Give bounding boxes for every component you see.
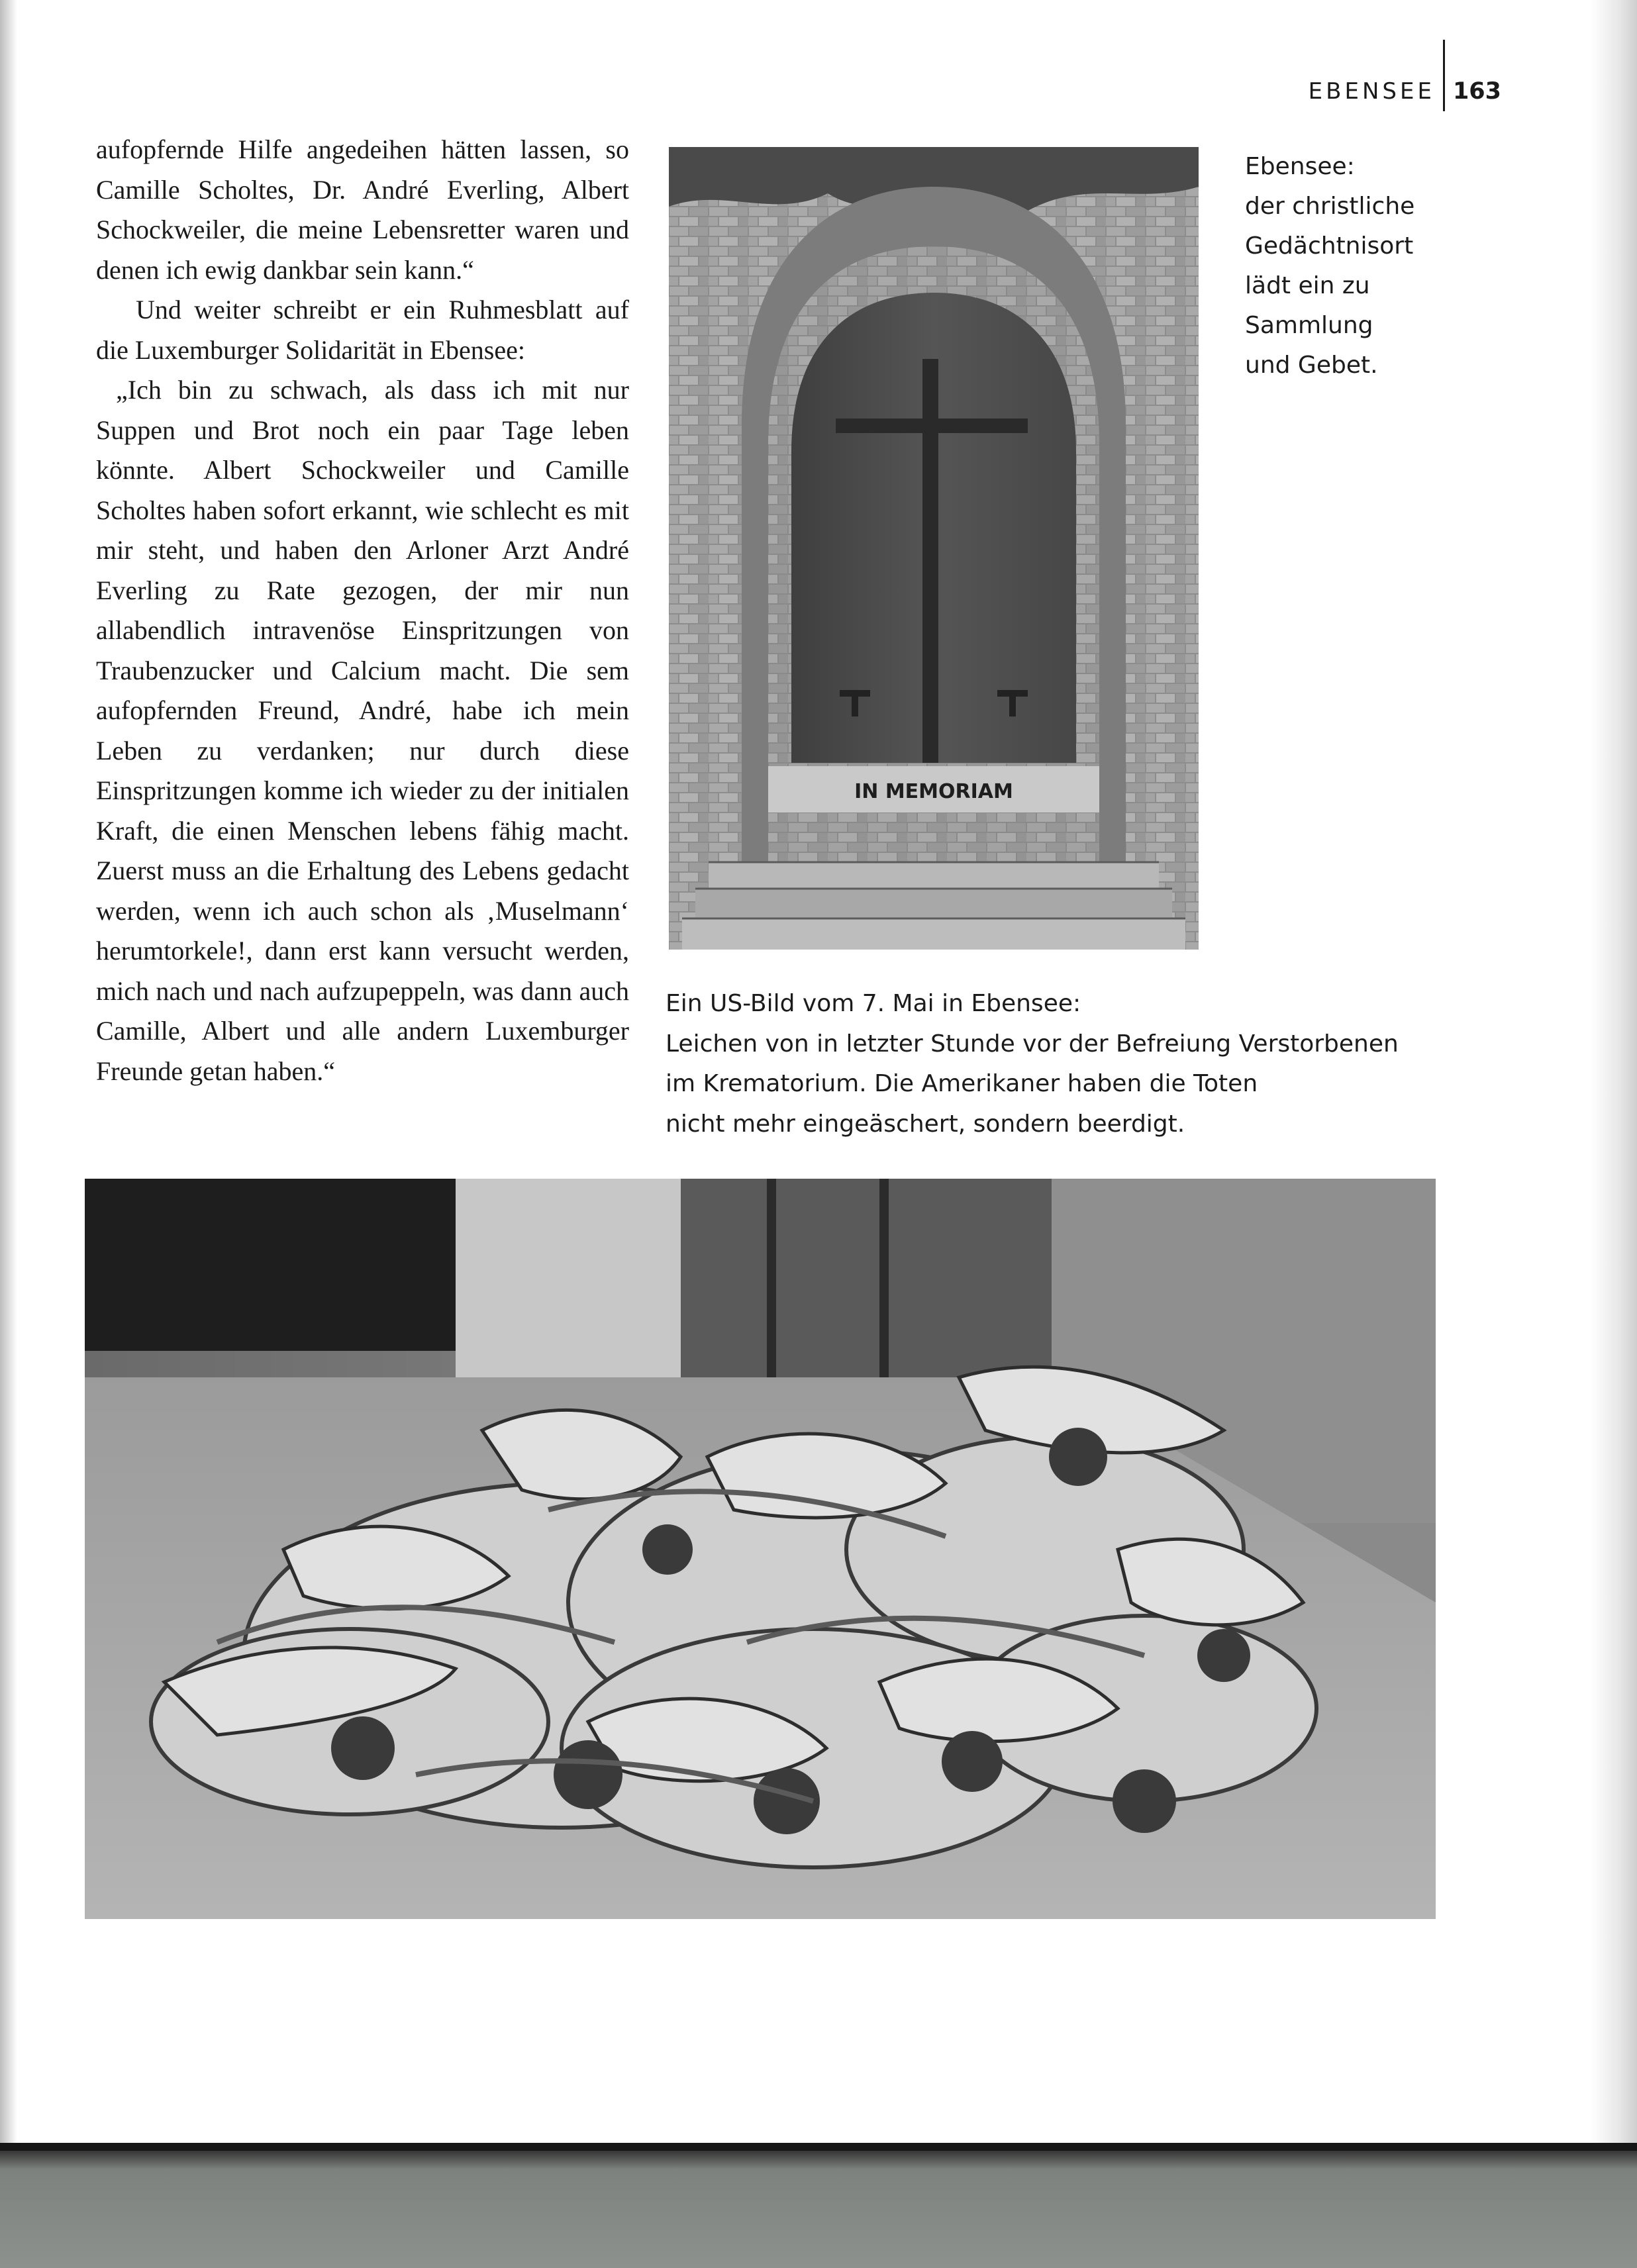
text-line: getan haben.“ [189,1056,335,1086]
caption-line: und Gebet. [1245,352,1378,379]
text-line: André Everling zu Rate gezogen, der mir nun [96,535,629,605]
page-gutter-shadow [0,0,17,2145]
text-line: von Traubenzucker und Calcium macht. Die [96,615,629,685]
scan-background [0,2143,1637,2268]
text-line: Schockweiler, die meine Lebensretter waren [96,215,589,244]
chapel-memorial-photo [669,147,1199,950]
body-text [96,130,629,1091]
text-line: und denen ich ewig dankbar sein kann.“ [96,215,629,285]
crematorium-photo-drawing [85,1179,1436,1919]
paragraph-continued [96,130,629,290]
chapel-caption [1245,147,1444,385]
caption-line: der christliche [1245,193,1415,220]
running-title: EBENSEE [1308,78,1435,105]
page-edge [1591,0,1637,2145]
text-line: allabendlich intravenöse Einspritzungen [96,615,589,645]
text-line: Und weiter schreibt er ein Ruhmesblatt [136,295,595,324]
text-line: Scholtes haben sofort erkannt, wie schlecht [96,495,565,525]
text-line: Suppen und Brot noch ein paar Tage leben [96,415,629,445]
text-line: Albert und alle andern Luxemburger Freunde [96,1016,629,1086]
text-line: sem aufopfernden Freund, André, habe ich [96,655,630,725]
text-line: mein Leben zu verdanken; nur durch diese [96,695,629,765]
caption-line: lädt ein zu [1245,272,1370,299]
text-line: fähig macht. Zuerst muss an die Erhaltung [96,815,630,885]
book-edge [0,2143,1637,2151]
caption-line: Ebensee: [1245,153,1355,180]
crematorium-caption [666,984,1460,1144]
caption-line: im Krematorium. Die Amerikaner haben die Toten [666,1070,1258,1097]
caption-line: nicht mehr eingeäschert, sondern beerdigt. [666,1110,1185,1138]
header-divider [1443,40,1445,111]
text-line: erst kann versucht werden, mich nach und [96,936,629,1006]
caption-line: Sammlung [1245,312,1373,339]
chapel-photo-drawing [669,147,1199,950]
text-line: könnte. Albert Schockweiler und Camille [96,455,629,485]
text-line: schon als ‚Muselmann‘ herumtorkele!, dann [96,895,630,965]
paragraph-intro [96,290,629,370]
caption-line: Leichen von in letzter Stunde vor der Befreiung Verstorbenen [666,1030,1399,1058]
text-line: auf die Luxemburger Solidarität in Ebensee: [96,295,629,365]
caption-line: Gedächtnisort [1245,232,1414,260]
text-line: nach aufzupeppeln, was dann auch Camille, [96,975,629,1046]
caption-line: Ein US-Bild vom 7. Mai in Ebensee: [666,990,1081,1017]
running-head [1309,56,1501,127]
crematorium-photo [85,1179,1436,1919]
text-line: „Ich bin zu schwach, als dass ich mit nur [116,375,629,405]
text-line: aufopfernde Hilfe angedeihen hätten lassen, [96,134,606,164]
page-number: 163 [1452,78,1501,105]
text-line: initialen Kraft, die einen Menschen lebens [96,775,629,846]
text-line: es mit mir steht, und haben den Arloner Arzt [96,495,629,565]
inscription-text: IN MEMORIAM [854,780,1013,803]
text-line: so Camille Scholtes, Dr. André Everling, Albert [96,134,629,205]
text-line: Einspritzungen komme ich wieder zu der [96,775,542,805]
paragraph-quote [96,370,629,1091]
text-line: des Lebens gedacht werden, wenn ich auch [96,856,629,926]
